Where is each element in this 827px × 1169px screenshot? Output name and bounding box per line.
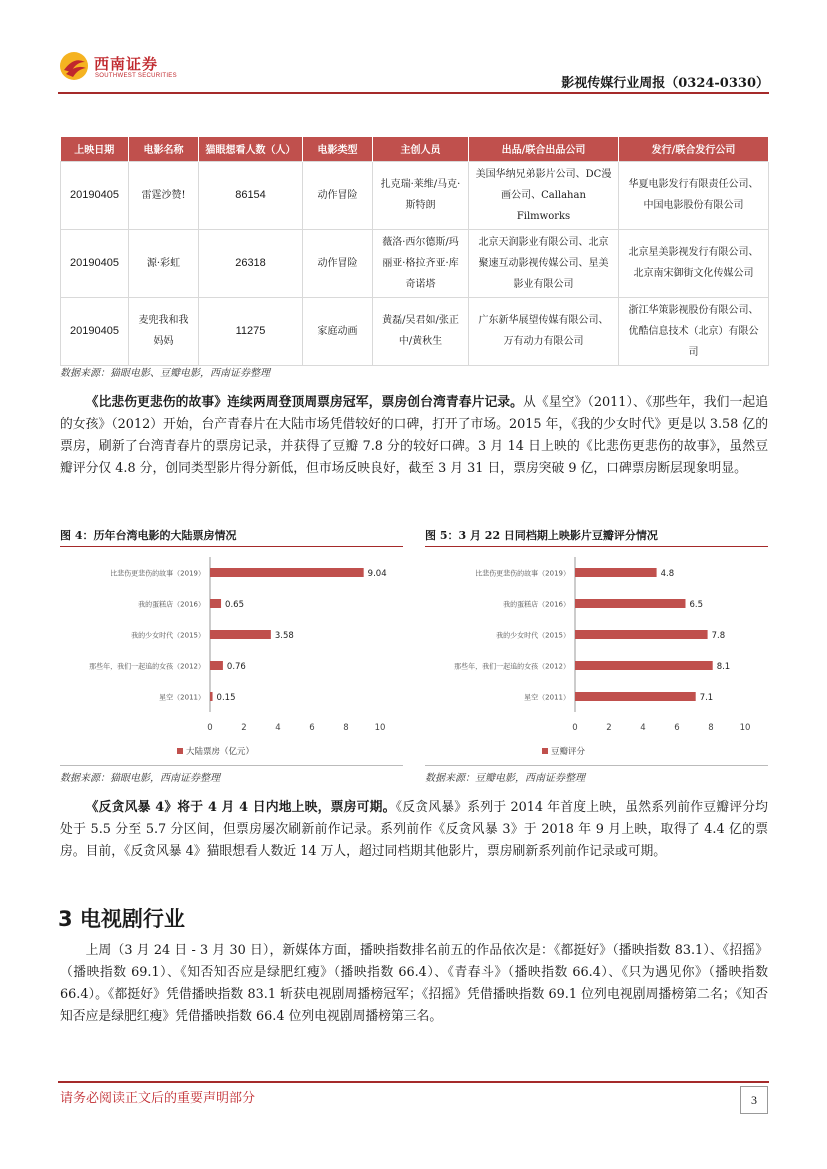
figure-5-bottom-rule [425, 765, 768, 766]
cast-cell: 黄磊/吴君如/张正中/黄秋生 [373, 297, 469, 365]
legend-label: 大陆票房（亿元） [186, 747, 255, 757]
film-genre-cell: 家庭动画 [303, 297, 373, 365]
section-3-heading: 3 电视剧行业 [58, 907, 185, 931]
column-header: 发行/联合发行公司 [619, 137, 769, 161]
x-tick-label: 6 [674, 723, 680, 733]
anti-corruption-paragraph [60, 797, 768, 863]
want-to-see-cell: 26318 [199, 229, 303, 297]
distributor-cell: 华夏电影发行有限责任公司、中国电影股份有限公司 [619, 161, 769, 229]
data-bar [575, 630, 708, 639]
category-label: 我的少女时代（2015） [496, 631, 570, 640]
footer-divider [58, 1081, 769, 1083]
release-date-cell: 20190405 [61, 161, 129, 229]
company-logo [58, 50, 198, 86]
data-bar [210, 599, 221, 608]
x-tick-label: 2 [241, 723, 247, 733]
tv-drama-paragraph [60, 940, 768, 1028]
report-title: 影视传媒行业周报（0324-0330） [561, 76, 769, 91]
release-date-cell: 20190405 [61, 297, 129, 365]
data-bar [575, 692, 696, 701]
legend-swatch [177, 748, 183, 754]
logo-text-en: SOUTHWEST SECURITIES [95, 73, 177, 79]
paragraph-lead: 《比悲伤更悲伤的故事》连续两周登顶周票房冠军，票房创台湾青春片记录。 [85, 395, 524, 410]
film-genre-cell: 动作冒险 [303, 229, 373, 297]
category-label: 我的少女时代（2015） [131, 631, 205, 640]
release-date-cell: 20190405 [61, 229, 129, 297]
x-tick-label: 0 [207, 723, 213, 733]
film-genre-cell: 动作冒险 [303, 161, 373, 229]
data-label: 6.5 [689, 600, 704, 610]
film-name-cell: 源·彩虹 [129, 229, 199, 297]
column-header: 上映日期 [61, 137, 129, 161]
data-bar [210, 661, 223, 670]
figure-4-top-rule [60, 546, 403, 547]
data-label: 4.8 [660, 569, 675, 579]
data-label: 9.04 [367, 569, 387, 579]
table-row [61, 161, 769, 229]
column-header: 出品/联合出品公司 [469, 137, 619, 161]
disclaimer-note: 请务必阅读正文后的重要声明部分 [60, 1091, 256, 1106]
x-tick-label: 10 [374, 723, 386, 733]
x-tick-label: 4 [640, 723, 646, 733]
figure-4-chart [60, 549, 403, 764]
data-label: 7.8 [711, 631, 726, 641]
header-divider [58, 92, 769, 94]
paragraph-lead: 《反贪风暴 4》将于 4 月 4 日内地上映，票房可期。 [85, 800, 396, 815]
data-label: 0.65 [225, 600, 244, 610]
column-header: 电影类型 [303, 137, 373, 161]
page-number: 3 [740, 1086, 768, 1114]
category-label: 比悲伤更悲伤的故事（2019） [110, 569, 205, 578]
category-label: 比悲伤更悲伤的故事（2019） [475, 569, 570, 578]
want-to-see-cell: 11275 [199, 297, 303, 365]
producer-cell: 北京天润影业有限公司、北京聚速互动影视传媒公司、星美影业有限公司 [469, 229, 619, 297]
category-label: 我的蛋糕店（2016） [503, 600, 570, 609]
table-header-row [61, 137, 769, 161]
film-name-cell: 麦兜我和我妈妈 [129, 297, 199, 365]
data-label: 0.76 [226, 662, 246, 672]
column-header: 主创人员 [373, 137, 469, 161]
category-label: 那些年，我们一起追的女孩（2012） [454, 662, 570, 671]
table-source-note: 数据来源：猫眼电影、豆瓣电影，西南证券整理 [60, 368, 270, 379]
paragraph-body: 上周（3 月 24 日 - 3 月 30 日），新媒体方面，播映指数排名前五的作品依次是：《都挺好》（播映指数 83.1）、《招摇》（播映指数 69.1）、《知否知否应是绿肥红瘦》（播映指数 66.4）、《青春斗》（播映指数 66.4）、《只为遇见你》（播映指数 66.4）。《都挺好》凭借播映指数 83.1 斩获电视剧周播榜冠军；《招摇》凭借播映指数 69.1 位列电视剧周播榜第二名；《知否知否应是绿肥红瘦》凭借播映指数 66.4 位列电视剧周播榜第三名。 [60, 943, 768, 1024]
x-tick-label: 2 [606, 723, 612, 733]
figure-4-source-note: 数据来源：猫眼电影，西南证券整理 [60, 773, 220, 784]
table-row [61, 297, 769, 365]
distributor-cell: 北京星美影视发行有限公司、北京南宋御街文化传媒公司 [619, 229, 769, 297]
paragraph-body: 《反贪风暴》系列于 2014 年首度上映，虽然系列前作豆瓣评分均处于 5.5 分至 5.7 分区间，但票房屡次刷新前作记录。系列前作《反贪风暴 3》于 2018 年 9 月上映，取得了 4.4 亿的票房。目前，《反贪风暴 4》猫眼想看人数近 14 万人，超过同档期其他影片，票房刷新系列前作记录或可期。 [60, 800, 768, 859]
figure-5-source-note: 数据来源：豆瓣电影，西南证券整理 [425, 773, 585, 784]
figure-4-title: 图 4：历年台湾电影的大陆票房情况 [60, 529, 237, 542]
film-name-cell: 雷霆沙赞! [129, 161, 199, 229]
x-tick-label: 8 [343, 723, 349, 733]
producer-cell: 美国华纳兄弟影片公司、DC漫画公司、Callahan Filmworks [469, 161, 619, 229]
data-label: 3.58 [274, 631, 294, 641]
data-label: 8.1 [716, 662, 731, 672]
figure-5-top-rule [425, 546, 768, 547]
want-to-see-cell: 86154 [199, 161, 303, 229]
producer-cell: 广东新华展望传媒有限公司、万有动力有限公司 [469, 297, 619, 365]
x-tick-label: 10 [739, 723, 751, 733]
legend-label: 豆瓣评分 [551, 747, 586, 757]
data-bar [210, 692, 213, 701]
x-tick-label: 4 [275, 723, 281, 733]
x-tick-label: 8 [708, 723, 714, 733]
data-label: 0.15 [216, 693, 236, 703]
figure-5-chart [425, 549, 768, 764]
x-tick-label: 0 [572, 723, 578, 733]
data-bar [575, 661, 713, 670]
category-label: 我的蛋糕店（2016） [138, 600, 205, 609]
category-label: 那些年，我们一起追的女孩（2012） [89, 662, 205, 671]
data-bar [210, 630, 271, 639]
column-header: 猫眼想看人数（人） [199, 137, 303, 161]
category-label: 星空（2011） [524, 693, 570, 702]
data-label: 7.1 [699, 693, 714, 703]
category-label: 星空（2011） [159, 693, 205, 702]
cast-cell: 扎克瑞·莱维/马克·斯特朗 [373, 161, 469, 229]
table-row [61, 229, 769, 297]
data-bar [210, 568, 364, 577]
logo-text-cn: 西南证券 [94, 55, 159, 73]
legend-swatch [542, 748, 548, 754]
cast-cell: 薇洛·西尔德斯/玛丽亚·格拉齐亚·库奇诺塔 [373, 229, 469, 297]
data-bar [575, 599, 686, 608]
column-header: 电影名称 [129, 137, 199, 161]
data-bar [575, 568, 657, 577]
paragraph-body: 从《星空》（2011）、《那些年，我们一起追的女孩》（2012）开始，台产青春片在大陆市场凭借较好的口碑，打开了市场。2015 年，《我的少女时代》更是以 3.58 亿的票房，刷新了台湾青春片的票房记录，并获得了豆瓣 7.8 分的较好口碑。3 月 14 日上映的《比悲伤更悲伤的故事》，虽然豆瓣评分仅 4.8 分，创同类型影片得分新低，但市场反映良好，截至 3 月 31 日，票房突破 9 亿，口碑票房断层现象明显。 [60, 395, 769, 476]
figure-5-title: 图 5：3 月 22 日同档期上映影片豆瓣评分情况 [425, 529, 658, 542]
figure-4-bottom-rule [60, 765, 403, 766]
distributor-cell: 浙江华策影视股份有限公司、优酷信息技术（北京）有限公司 [619, 297, 769, 365]
film-release-table [60, 137, 769, 366]
x-tick-label: 6 [309, 723, 315, 733]
logo-icon [58, 50, 90, 82]
taiwan-film-paragraph [60, 392, 768, 480]
